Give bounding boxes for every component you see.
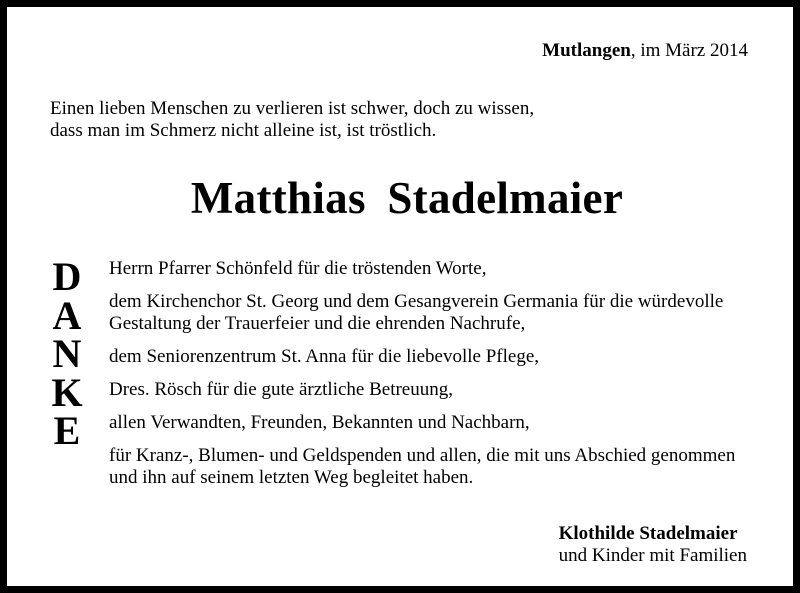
place: Mutlangen bbox=[542, 40, 631, 61]
signature bbox=[559, 523, 747, 567]
dateline bbox=[542, 40, 748, 62]
thanks-line: Herrn Pfarrer Schönfeld für die tröstenden Worte, bbox=[109, 258, 487, 279]
thanks-line: dem Seniorenzentrum St. Anna für die liebevolle Pflege, bbox=[109, 346, 540, 367]
thanks-line: allen Verwandten, Freunden, Bekannten und Nachbarn, bbox=[109, 412, 530, 433]
thanks-item bbox=[109, 291, 789, 335]
danke-vertical bbox=[45, 254, 89, 453]
deceased-name: Matthias Stadelmaier bbox=[190, 173, 624, 223]
signature-name: Klothilde Stadelmaier bbox=[558, 523, 738, 544]
thanks-item bbox=[109, 412, 789, 434]
thanks-line: und ihn auf seinem letzten Weg begleitet haben. bbox=[109, 467, 474, 488]
thanks-line: Dres. Rösch für die gute ärztliche Betreuung, bbox=[109, 379, 453, 400]
date: , im März 2014 bbox=[630, 40, 748, 61]
thanks-item bbox=[109, 346, 789, 368]
intro-line: Einen lieben Menschen zu verlieren ist schwer, doch zu wissen, bbox=[50, 98, 535, 119]
thanks-item bbox=[109, 445, 789, 489]
thanks-item bbox=[109, 258, 789, 280]
thanks-line: für Kranz-, Blumen- und Geldspenden und allen, die mit uns Abschied genommen bbox=[109, 445, 736, 466]
danke-letter: E bbox=[53, 408, 81, 453]
danke-letter: D bbox=[52, 254, 82, 299]
thanks-item bbox=[109, 379, 789, 401]
intro-line: dass man im Schmerz nicht alleine ist, ist tröstlich. bbox=[50, 120, 437, 141]
danke-letter: N bbox=[52, 331, 82, 376]
danke-letter: A bbox=[52, 292, 82, 338]
thanks-line: Gestaltung der Trauerfeier und die ehrenden Nachrufe, bbox=[109, 313, 526, 334]
signature-subline: und Kinder mit Familien bbox=[558, 545, 747, 566]
thanks-line: dem Kirchenchor St. Georg und dem Gesangverein Germania für die würdevolle bbox=[109, 291, 724, 312]
danke-letter: K bbox=[51, 369, 83, 415]
intro-text bbox=[50, 98, 534, 142]
thanks-list bbox=[109, 258, 789, 500]
